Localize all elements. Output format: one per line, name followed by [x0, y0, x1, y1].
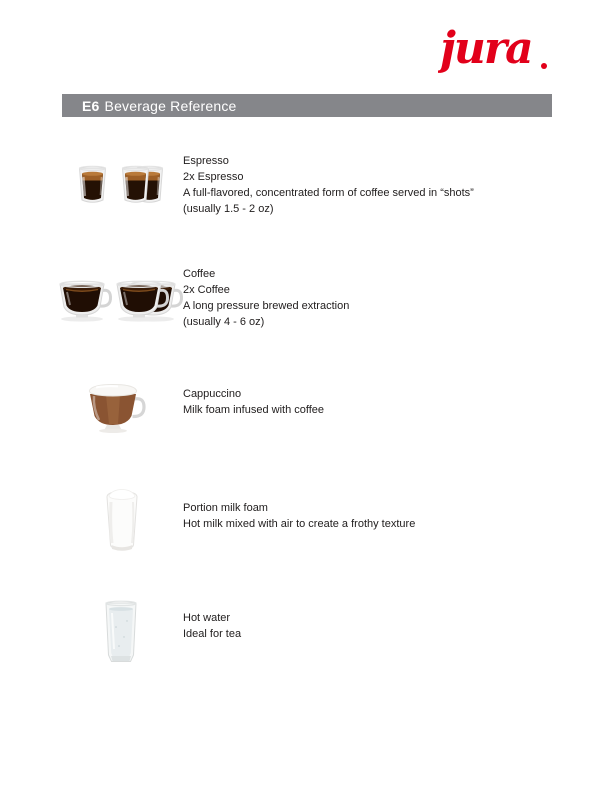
hot-water-description [183, 610, 241, 642]
beverage-name: Hot water [183, 612, 231, 624]
espresso-description [183, 153, 474, 217]
beverage-variant: 2x Coffee [183, 284, 230, 296]
section-header-bar [62, 94, 552, 117]
double-espresso-glasses-image [119, 165, 166, 210]
beverage-name: Coffee [183, 268, 216, 280]
beverage-volume: (usually 1.5 - 2 oz) [183, 203, 274, 215]
beverage-variant: 2x Espresso [183, 171, 244, 183]
beverage-name: Portion milk foam [183, 502, 268, 514]
model-name: E6 [82, 97, 100, 114]
milk-foam-glass-image [100, 488, 144, 559]
hot-water-glass-image [101, 599, 141, 672]
beverage-detail: Hot milk mixed with air to create a frothy texture [183, 518, 416, 530]
section-title: Beverage Reference [104, 97, 237, 114]
beverage-detail: Milk foam infused with coffee [183, 404, 325, 416]
coffee-cup-image [57, 278, 113, 328]
espresso-glass-image [76, 165, 109, 210]
double-coffee-cups-image [114, 278, 184, 328]
coffee-description [183, 266, 349, 330]
jura-logo-text: jura [440, 23, 532, 74]
jura-logo-icon [438, 20, 560, 78]
beverage-detail: A full-flavored, concentrated form of coffee served in “shots” [183, 187, 474, 199]
cappuccino-description [183, 386, 324, 418]
beverage-detail: Ideal for tea [183, 628, 242, 640]
registered-mark-dot [541, 63, 547, 69]
jura-logo [438, 20, 560, 78]
milk-foam-description [183, 500, 415, 532]
beverage-volume: (usually 4 - 6 oz) [183, 316, 265, 328]
cappuccino-cup-image [84, 382, 148, 439]
beverage-name: Cappuccino [183, 388, 242, 400]
beverage-detail: A long pressure brewed extraction [183, 300, 350, 312]
beverage-name: Espresso [183, 155, 229, 167]
